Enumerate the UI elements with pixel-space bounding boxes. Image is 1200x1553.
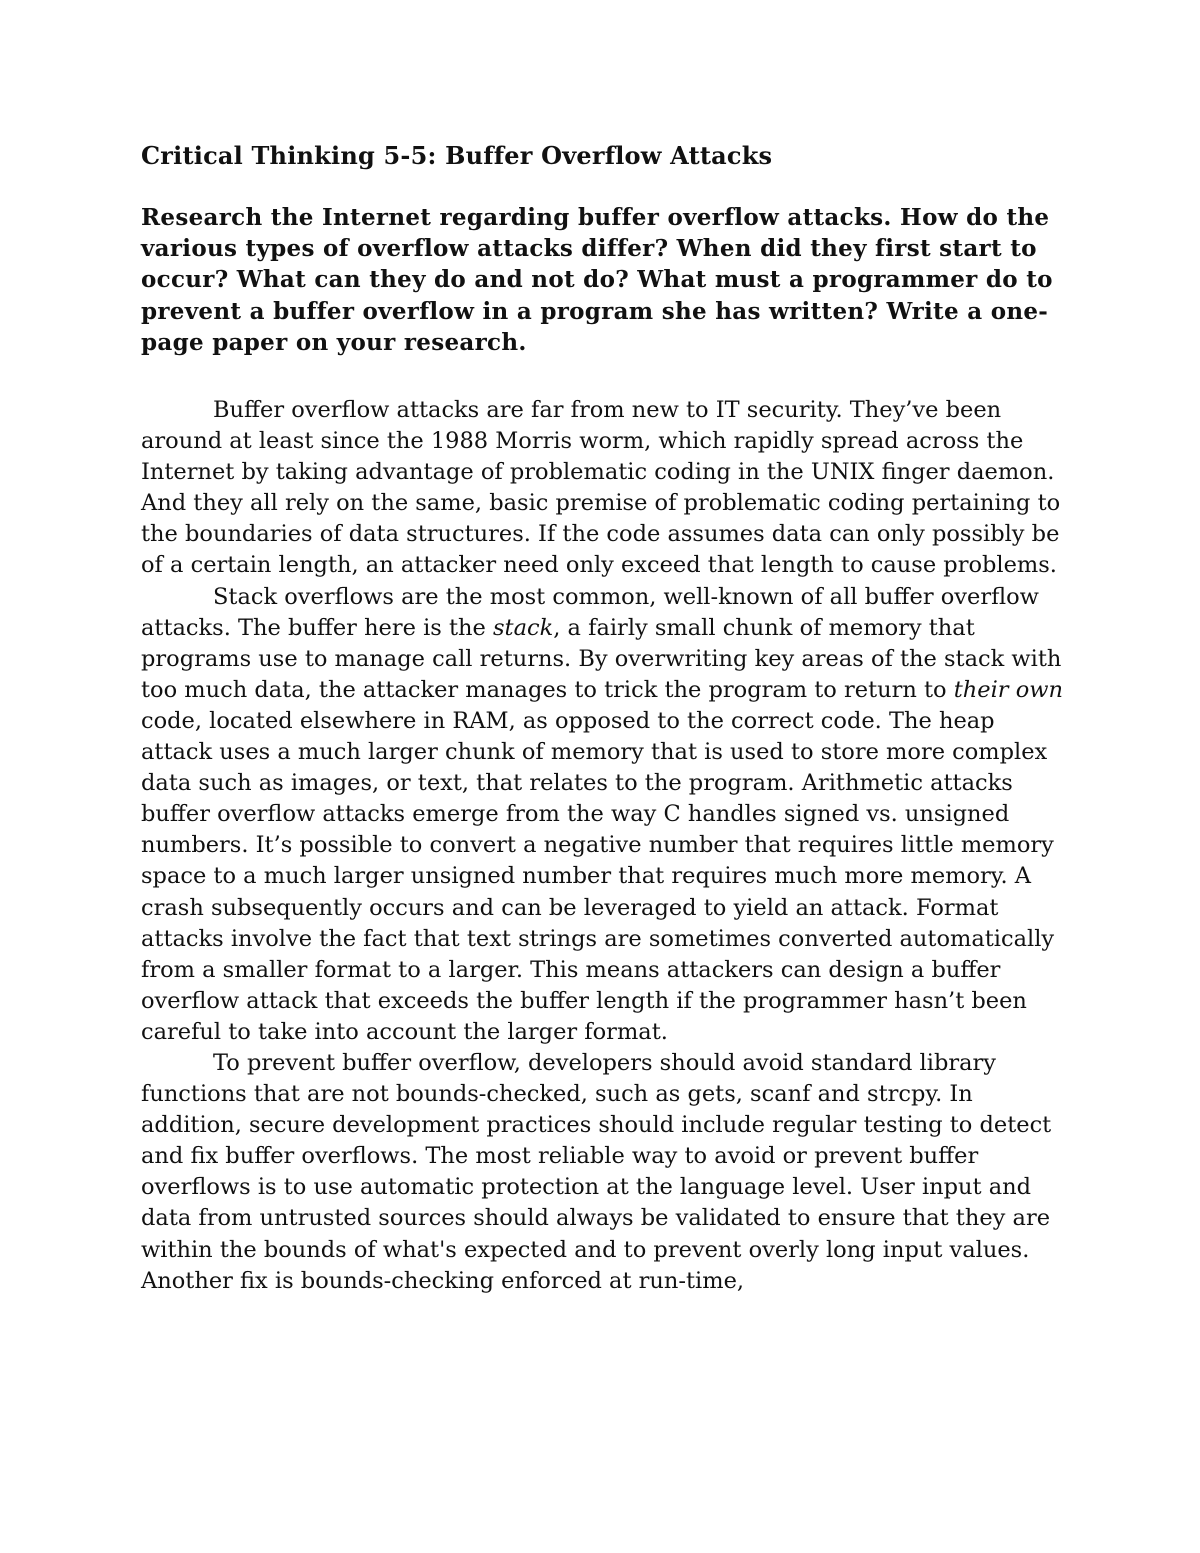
paragraph-prevention: To prevent buffer overflow, developers should avoid standard library functions that are not bounds-checked, such as gets, scanf and strcpy. In addition, secure development practices should include regular testing to detect and fix buffer overflows. The most reliable way to avoid or prevent buffer overflows is to use automatic protection at the language level. User input and data from untrusted sources should always be validated to ensure that they are within the bounds of what's expected and to prevent overly long input values. Another fix is bounds-checking enforced at run-time, [141,1049,1052,1294]
document-body [141,395,1071,1297]
paragraph-history: Buffer overflow attacks are far from new to IT security. They’ve been around at least since the 1988 Morris worm, which rapidly spread across the Internet by taking advantage of problematic coding in the UNIX finger daemon. And they all rely on the same, basic premise of problematic coding pertaining to the boundaries of data structures. If the code assumes data can only possibly be of a certain length, an attacker need only exceed that length to cause problems. [141,397,1061,579]
paragraph-attack-types-text-3: code, located elsewhere in RAM, as opposed to the correct code. The heap attack uses a much larger chunk of memory that is used to store more complex data such as images, or text, that relates to the program. Arithmetic attacks buffer overflow attacks emerge from the way C handles signed vs. unsigned numbers. It’s possible to convert a negative number that requires little memory space to a much larger unsigned number that requires much more memory. A crash subsequently occurs and can be leveraged to yield an attack. Format attacks involve the fact that text strings are sometimes converted automatically from a smaller format to a larger. This means attackers can design a buffer overflow attack that exceeds the buffer length if the programmer hasn’t been careful to take into account the larger format. [141,707,1055,1045]
document-page [141,140,1071,1297]
emphasis-their-own: their own [953,676,1063,703]
assignment-prompt: Research the Internet regarding buffer overflow attacks. How do the various types of overflow attacks differ? When did they first start to occur? What can they do and not do? What must a programmer do to prevent a buffer overflow in a program she has written? Write a one-page paper on your research. [141,204,1053,356]
emphasis-stack: stack [493,614,554,641]
document-title: Critical Thinking 5-5: Buffer Overflow Attacks [141,141,773,170]
paragraph-attack-types [141,582,1071,1048]
paragraph-attack-types-text-2: , a fairly small chunk of memory that programs use to manage call returns. By overwriting key areas of the stack with too much data, the attacker manages to trick the program to return to [141,614,1062,703]
paragraph-attack-types-text-1: Stack overflows are the most common, well-known of all buffer overflow attacks. The buffer here is the [141,583,1039,641]
